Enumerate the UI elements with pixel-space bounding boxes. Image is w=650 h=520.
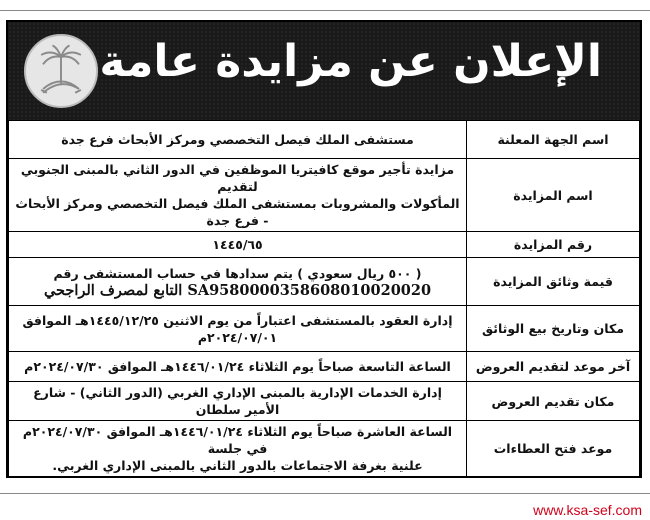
- table-row: [9, 352, 640, 382]
- table-row: [9, 382, 640, 421]
- row-value-line: المأكولات والمشروبات بمستشفى الملك فيصل التخصصي ومركز الأبحاث - فرع جدة: [15, 196, 460, 228]
- saudi-emblem-icon: [24, 34, 98, 108]
- row-value: [9, 382, 467, 421]
- row-value-line: SA9580000358608010020020 التابع لمصرف الراجحي: [43, 281, 432, 299]
- row-label: آخر موعد لتقديم العروض: [467, 352, 640, 382]
- row-value: [9, 121, 467, 159]
- table-row: [9, 121, 640, 159]
- row-value-line: ١٤٤٥/٦٥: [212, 237, 263, 252]
- table-row: [9, 306, 640, 352]
- auction-details-table: [8, 120, 640, 477]
- row-value: [9, 421, 467, 477]
- ad-title: الإعلان عن مزايدة عامة: [99, 36, 602, 87]
- ad-banner: [8, 22, 640, 120]
- row-value: [9, 159, 467, 232]
- row-value-line: إدارة العقود بالمستشفى اعتباراً من يوم الاثنين ١٤٤٥/١٢/٢٥هـ الموافق ٢٠٢٤/٠٧/٠١م: [22, 312, 453, 345]
- row-value: [9, 232, 467, 258]
- public-auction-ad: [6, 20, 642, 478]
- row-value-line: ( ٥٠٠ ريال سعودي ) يتم سدادها في حساب المستشفى رقم: [53, 265, 422, 281]
- row-value-line: الساعة التاسعة صباحاً يوم الثلاثاء ١٤٤٦/٠١/٢٤هـ الموافق ٢٠٢٤/٠٧/٣٠م: [24, 359, 451, 374]
- row-label: مكان وتاريخ بيع الوثائق: [467, 306, 640, 352]
- table-row: [9, 421, 640, 477]
- row-label: اسم المزايدة: [467, 159, 640, 232]
- row-label: قيمة وثائق المزايدة: [467, 258, 640, 306]
- row-value-line: مزايدة تأجير موقع كافيتريا الموظفين في الدور الثاني بالمبنى الجنوبي لتقديم: [20, 162, 455, 194]
- row-label: اسم الجهة المعلنة: [467, 121, 640, 159]
- row-label: مكان تقديم العروض: [467, 382, 640, 421]
- table-row: [9, 159, 640, 232]
- table-row: [9, 258, 640, 306]
- row-value: [9, 258, 467, 306]
- source-url: www.ksa-sef.com: [533, 502, 642, 518]
- row-value: [9, 306, 467, 352]
- row-value-line: إدارة الخدمات الإدارية بالمبنى الإداري الغربي (الدور الثاني) - شارع الأمير سلطان: [33, 385, 442, 417]
- row-value-line: الساعة العاشرة صباحاً يوم الثلاثاء ١٤٤٦/٠١/٢٤هـ الموافق ٢٠٢٤/٠٧/٣٠م في جلسة: [22, 424, 453, 456]
- row-value: [9, 352, 467, 382]
- bottom-divider: [0, 493, 650, 494]
- row-value-line: علنية بغرفة الاجتماعات بالدور الثاني بالمبنى الإداري الغربي.: [52, 458, 423, 473]
- row-label: موعد فتح العطاءات: [467, 421, 640, 477]
- row-value-line: مستشفى الملك فيصل التخصصي ومركز الأبحاث فرع جدة: [61, 132, 414, 147]
- row-label: رقم المزايدة: [467, 232, 640, 258]
- table-row: [9, 232, 640, 258]
- top-divider: [0, 10, 650, 11]
